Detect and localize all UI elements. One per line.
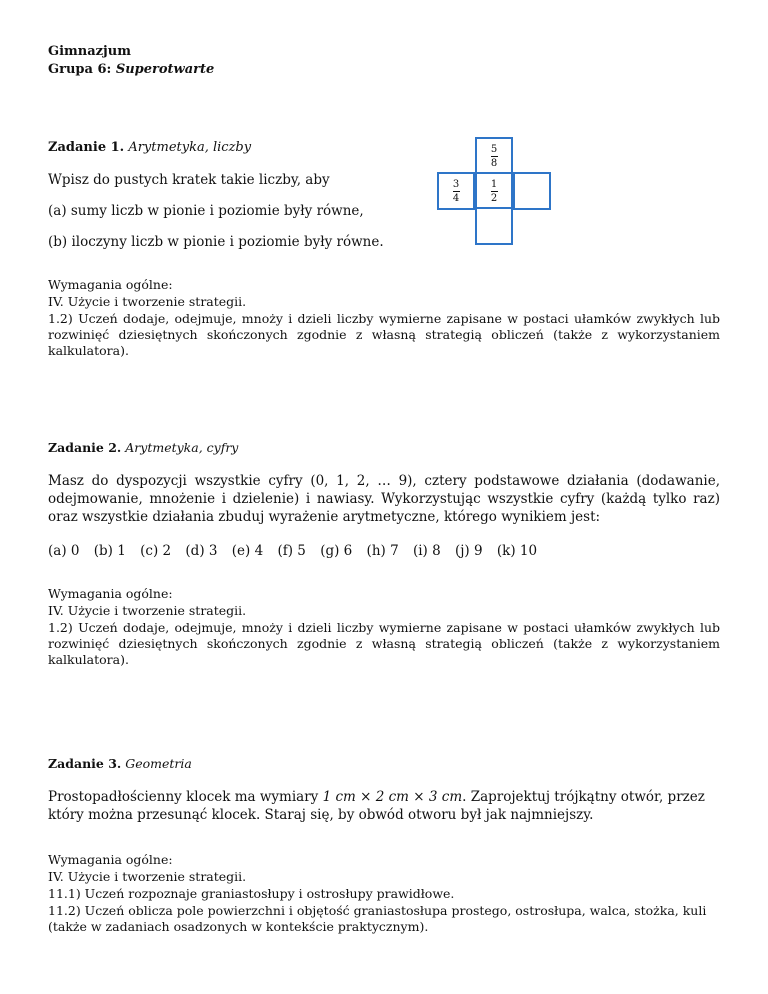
- fraction-denominator: 8: [490, 157, 498, 169]
- task2-heading: [48, 440, 238, 456]
- task2-label: Zadanie 2.: [48, 440, 122, 455]
- option-i: (i) 8: [412, 543, 441, 559]
- task1-condition-b: (b) iloczyny liczb w pionie i poziomie były równe.: [48, 234, 384, 250]
- task2-topic: Arytmetyka, cyfry: [125, 440, 239, 455]
- task3-heading: [48, 756, 192, 772]
- task1-label: Zadanie 1.: [48, 140, 125, 155]
- grid-cell-top: [475, 137, 513, 175]
- task3-dimensions: 1 cm × 2 cm × 3 cm: [322, 789, 463, 805]
- grid-cell-left: [437, 172, 475, 210]
- option-e: (e) 4: [231, 543, 264, 559]
- fraction-bar: [453, 191, 460, 192]
- task3-body: [48, 788, 720, 824]
- task1-intro: Wpisz do pustych kratek takie liczby, aby: [48, 172, 330, 188]
- grid-cell-center: [475, 172, 513, 210]
- header-group-prefix: Grupa 6:: [48, 62, 116, 77]
- option-a: (a) 0: [48, 543, 80, 559]
- fraction-five-eighths: [477, 139, 511, 173]
- fraction-numerator: 1: [490, 178, 498, 190]
- task2-req-title: Wymagania ogólne:: [48, 586, 173, 601]
- header-school: Gimnazjum: [48, 44, 131, 59]
- fraction-numerator: 3: [452, 178, 460, 190]
- task1-req-general: IV. Użycie i tworzenie strategii.: [48, 294, 247, 309]
- task3-req-title: Wymagania ogólne:: [48, 852, 173, 867]
- header-group-name: Superotwarte: [115, 62, 215, 77]
- grid-cell-bottom-empty: [475, 207, 513, 245]
- task3-req-detail-2: 11.2) Uczeń oblicza pole powierzchni i objętość graniastosłupa prostego, ostrosłupa, walca, stożka, kuli (także w zadaniach osadzonych w kontekście praktycznym).: [48, 903, 707, 934]
- option-c: (c) 2: [140, 543, 172, 559]
- fraction-three-quarters: [439, 174, 473, 208]
- fraction-one-half: [477, 174, 511, 208]
- option-h: (h) 7: [366, 543, 399, 559]
- cross-grid: [437, 137, 553, 243]
- task2-options: [48, 543, 547, 560]
- task1-req-detail: 1.2) Uczeń dodaje, odejmuje, mnoży i dzieli liczby wymierne zapisane w postaci ułamków zwykłych lub rozwinięć dziesiętnych skończonych zgodnie z własną strategią obliczeń (także z wykorzystaniem kalkulatora).: [48, 311, 720, 358]
- task2-req-detail: 1.2) Uczeń dodaje, odejmuje, mnoży i dzieli liczby wymierne zapisane w postaci ułamków zwykłych lub rozwinięć dziesiętnych skończonych zgodnie z własną strategią obliczeń (także z wykorzystaniem kalkulatora).: [48, 620, 720, 667]
- option-f: (f) 5: [277, 543, 306, 559]
- task3-body-end: . Zaprojektuj trójkątny otwór, przez który można przesunąć klocek. Staraj się, by obwód otworu był jak najmniejszy.: [48, 789, 705, 823]
- fraction-bar: [491, 191, 498, 192]
- fraction-bar: [491, 156, 498, 157]
- fraction-denominator: 4: [452, 192, 460, 204]
- task3-topic: Geometria: [125, 756, 192, 771]
- task2-req-general: IV. Użycie i tworzenie strategii.: [48, 603, 247, 618]
- fraction-denominator: 2: [490, 192, 498, 204]
- task3-label: Zadanie 3.: [48, 756, 122, 771]
- fraction-numerator: 5: [490, 143, 498, 155]
- task3-body-start: Prostopadłościenny klocek ma wymiary: [48, 789, 323, 805]
- option-j: (j) 9: [454, 543, 483, 559]
- task2-body: Masz do dyspozycji wszystkie cyfry (0, 1, 2, … 9), cztery podstawowe działania (dodawanie, odejmowanie, mnożenie i dzielenie) i nawiasy. Wykorzystując wszystkie cyfry (każdą tylko raz) oraz wszystkie działania zbuduj wyrażenie arytmetyczne, którego wynikiem jest:: [48, 473, 720, 525]
- option-b: (b) 1: [93, 543, 126, 559]
- header-group: [48, 61, 214, 78]
- option-d: (d) 3: [185, 543, 218, 559]
- task3-req-detail-1: 11.1) Uczeń rozpoznaje graniastosłupy i ostrosłupy prawidłowe.: [48, 886, 455, 901]
- option-g: (g) 6: [320, 543, 353, 559]
- task1-condition-a: (a) sumy liczb w pionie i poziomie były równe,: [48, 203, 364, 219]
- grid-cell-right-empty: [513, 172, 551, 210]
- option-k: (k) 10: [496, 543, 538, 559]
- task1-heading: [48, 139, 251, 156]
- task1-req-title: Wymagania ogólne:: [48, 277, 173, 292]
- task1-topic: Arytmetyka, liczby: [128, 140, 252, 155]
- task3-req-general: IV. Użycie i tworzenie strategii.: [48, 869, 247, 884]
